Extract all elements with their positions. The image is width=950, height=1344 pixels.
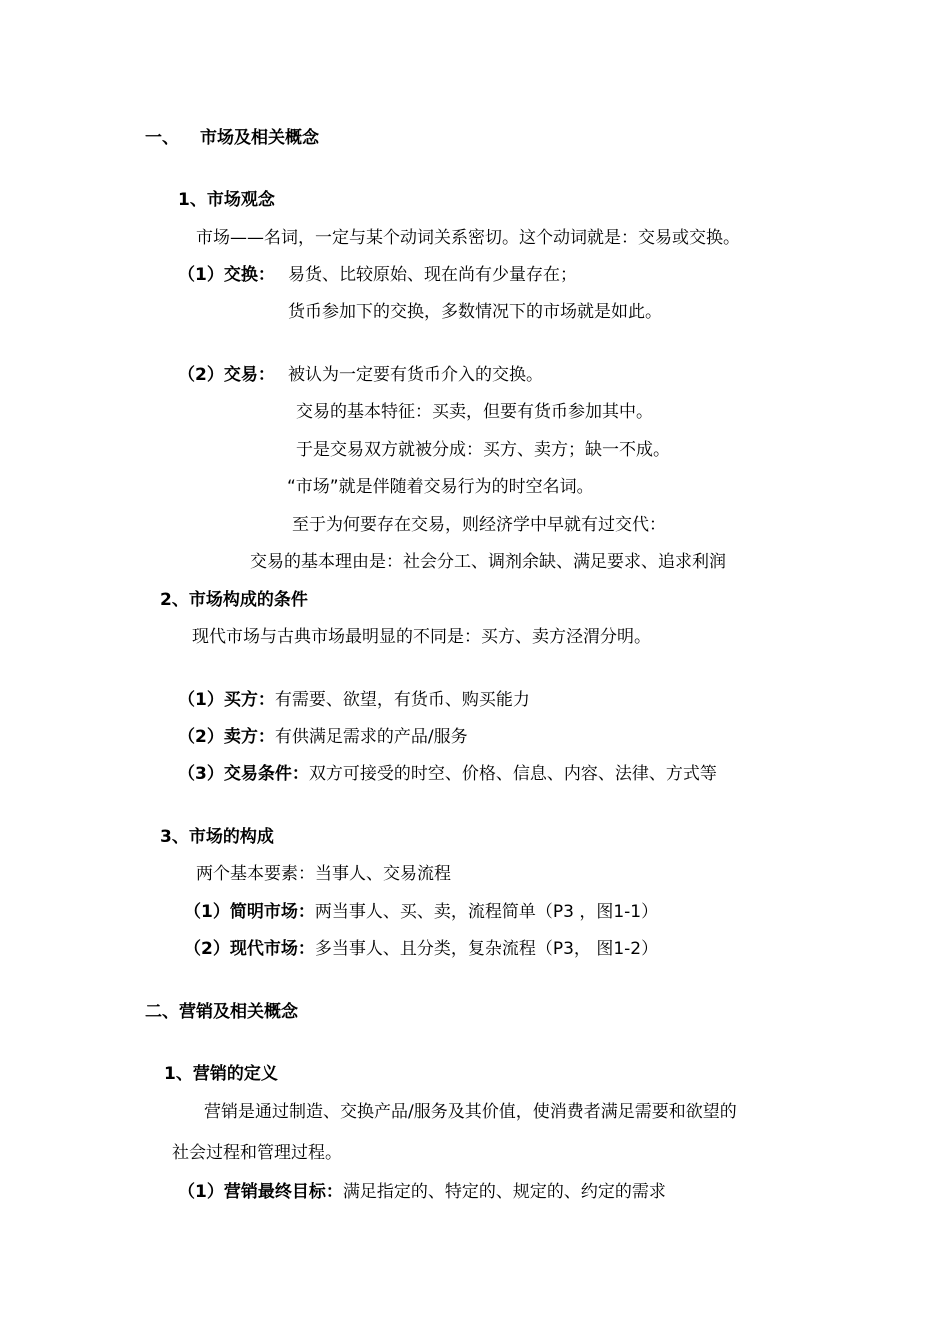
list-item-modern-market [184,937,658,961]
section-1-title: 市场及相关概念 [200,128,319,148]
list-item-simple-market-label: （1）简明市场： [184,902,315,922]
list-item-buyer-text: 有需要、欲望，有货币、购买能力 [274,690,530,710]
list-item-trade-conditions-text: 双方可接受的时空、价格、信息、内容、法律、方式等 [308,764,717,784]
item-exchange-label: （1）交换： [178,265,275,285]
item-trade [178,363,275,387]
list-item-seller-label: （2）卖方： [178,727,275,747]
item-exchange-text-2: 货币参加下的交换，多数情况下的市场就是如此。 [288,302,662,322]
paragraph-market-conditions-intro: 现代市场与古典市场最明显的不同是：买方、卖方泾渭分明。 [192,627,651,647]
item-trade-text-5: 至于为何要存在交易，则经济学中早就有过交代： [292,515,666,535]
list-item-simple-market [184,900,658,924]
list-item-trade-conditions [178,762,717,786]
item-exchange [178,263,275,287]
section-1-number: 一、 [145,128,179,148]
item-trade-text-3: 于是交易双方就被分成：买方、卖方；缺一不成。 [296,440,670,460]
paragraph-market-intro: 市场——名词，一定与某个动词关系密切。这个动词就是：交易或交换。 [196,228,740,248]
item-trade-text-4: “市场”就是伴随着交易行为的时空名词。 [287,477,594,497]
list-item-buyer-label: （1）买方： [178,690,275,710]
subsection-1-2-heading: 2、市场构成的条件 [160,590,308,610]
item-trade-label: （2）交易： [178,365,275,385]
list-item-marketing-goal-label: （1）营销最终目标： [178,1182,343,1202]
item-trade-text-2: 交易的基本特征：买卖，但要有货币参加其中。 [296,402,653,422]
subsection-2-1-heading: 1、营销的定义 [164,1064,278,1084]
list-item-seller-text: 有供满足需求的产品/服务 [274,727,468,747]
list-item-marketing-goal [178,1180,666,1204]
item-trade-text-1: 被认为一定要有货币介入的交换。 [288,365,543,385]
item-exchange-text-1: 易货、比较原始、现在尚有少量存在； [288,265,577,285]
list-item-simple-market-text: 两当事人、买、卖，流程简单（P3 ，图1-1） [314,902,659,922]
paragraph-market-composition-intro: 两个基本要素：当事人、交易流程 [196,864,451,884]
list-item-modern-market-text: 多当事人、且分类，复杂流程（P3， 图1-2） [314,939,659,959]
section-2-title: 二、营销及相关概念 [145,1002,298,1022]
list-item-marketing-goal-text: 满足指定的、特定的、规定的、约定的需求 [342,1182,666,1202]
list-item-trade-conditions-label: （3）交易条件： [178,764,309,784]
list-item-modern-market-label: （2）现代市场： [184,939,315,959]
list-item-seller [178,725,468,749]
subsection-1-3-heading: 3、市场的构成 [160,827,274,847]
subsection-1-1-heading: 1、市场观念 [178,190,275,210]
item-trade-text-6: 交易的基本理由是：社会分工、调剂余缺、满足要求、追求利润 [250,552,726,572]
paragraph-marketing-definition-1: 营销是通过制造、交换产品/服务及其价值，使消费者满足需要和欲望的 [204,1102,737,1122]
paragraph-marketing-definition-2: 社会过程和管理过程。 [172,1143,342,1163]
list-item-buyer [178,688,530,712]
